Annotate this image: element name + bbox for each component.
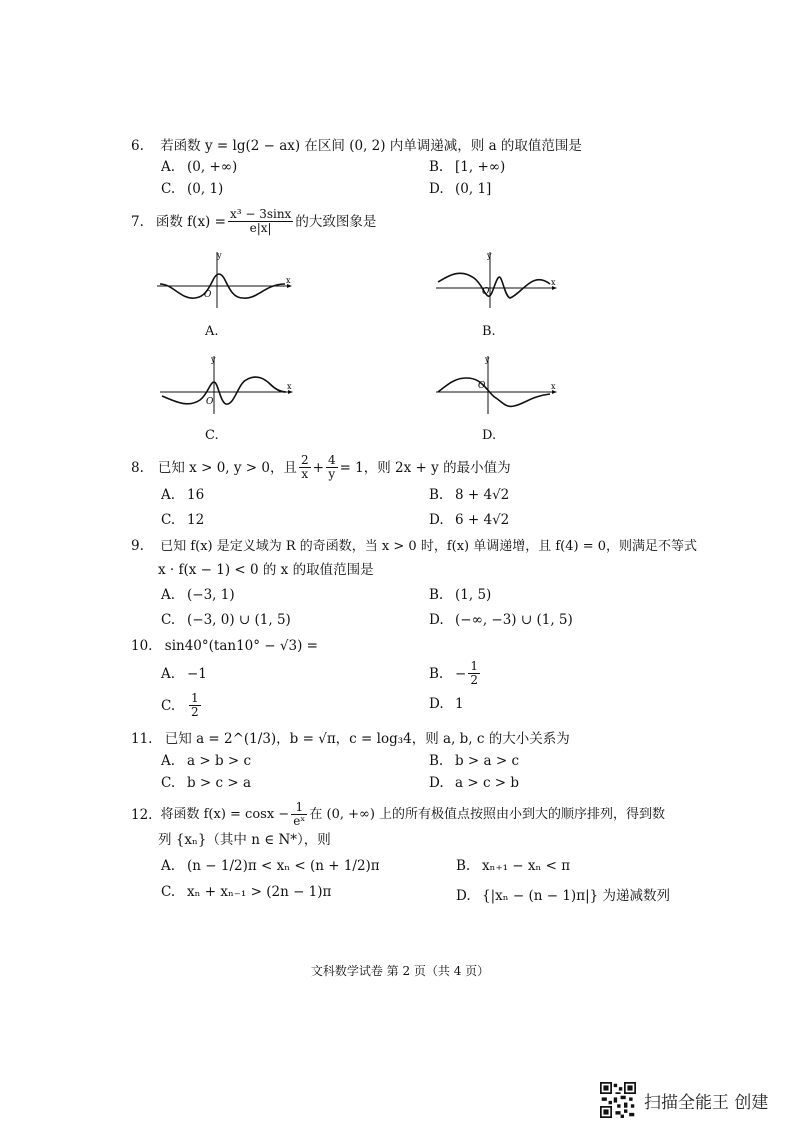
watermark-text: 扫描全能王 创建 [644, 1092, 769, 1113]
q6-number: 6. [131, 138, 144, 154]
q11-option-d: D. a > c > b [429, 775, 520, 791]
graph-d-origin: O [478, 381, 486, 391]
q11-option-a: A. a > b > c [161, 753, 252, 769]
q6-option-c: C. (0, 1) [161, 181, 224, 197]
graph-b-y-label: y [487, 251, 492, 260]
graph-a-label: A. [205, 324, 219, 339]
q8-option-c: C. 12 [161, 512, 205, 528]
q6-stem [131, 137, 582, 155]
q6-option-d: D. (0, 1] [429, 181, 492, 197]
q11-option-b: B. b > a > c [429, 753, 520, 769]
q10-option-c: C. $\frac{1}{2}$ [161, 691, 199, 719]
q7-number: 7. [131, 213, 144, 230]
q12-stem: 12. 将函数 f(x) = cosx − $\frac{1}{\text{eˣ}}$ 在 (0, +∞) 上的所有极值点按照由小到大的顺序排列，得到数 [131, 800, 666, 828]
graph-b-curve [438, 273, 550, 298]
graph-c-x-label: x [287, 382, 292, 391]
graph-a [155, 248, 295, 310]
graph-a-x-label: x [286, 276, 291, 285]
q9-option-a: A. (−3, 1) [161, 587, 235, 603]
q9-number: 9. [131, 538, 144, 554]
q6-text: 若函数 y = lg(2 − ax) 在区间 (0, 2) 内单调递减，则 a 的取值范围是 [160, 138, 582, 154]
q6-option-a: A. (0, +∞) [161, 159, 238, 175]
graph-c-origin: O [206, 397, 214, 407]
graph-d [432, 352, 562, 416]
q10-number: 10. [131, 638, 153, 654]
q12-fraction: $\frac{1}{\text{eˣ}}$ [293, 800, 306, 828]
graph-a-y-label: y [217, 251, 222, 260]
q8-fraction-2: $\frac{4}{y}$ [327, 453, 336, 481]
graph-c-curve [162, 377, 286, 404]
q9-stem-line2: x · f(x − 1) < 0 的 x 的取值范围是 [158, 562, 374, 578]
q10-option-b: B. − $\frac{1}{2}$ [429, 659, 478, 687]
q12-stem-line2: 列 {xₙ}（其中 n ∈ N*），则 [158, 832, 331, 848]
q12-number: 12. [131, 806, 153, 823]
page-footer: 文科数学试卷 第 2 页（共 4 页） [310, 964, 490, 978]
graph-a-origin: O [204, 290, 212, 300]
q8-stem: 8. 已知 x > 0, y > 0，且 $\frac{2}{x}$ + $\frac{4}{y}$ = 1，则 2x + y 的最小值为 [131, 453, 511, 481]
graph-d-label: D. [482, 428, 497, 443]
q8-option-d: D. 6 + 4√2 [429, 512, 510, 528]
q7-stem: 7. 函数 f(x) = $\frac{\text{x³ − 3sinx}}{e|x|}$ 的大致图象是 [131, 207, 377, 235]
q11-number: 11. [131, 731, 153, 747]
q9-option-b: B. (1, 5) [429, 587, 492, 603]
graph-d-x-label: x [551, 382, 556, 391]
graph-b-x-label: x [551, 278, 556, 287]
graph-d-y-label: y [485, 355, 490, 364]
q8-number: 8. [131, 459, 144, 476]
q9-option-d: D. (−∞, −3) ∪ (1, 5) [429, 612, 573, 628]
q9-option-c: C. (−3, 0) ∪ (1, 5) [161, 612, 291, 628]
graph-b [432, 248, 562, 310]
q10-option-d: D. 1 [429, 696, 464, 712]
graph-c [158, 352, 298, 416]
q9-stem-line1: 9. 已知 f(x) 是定义域为 R 的奇函数，当 x > 0 时，f(x) 单调递增，且 f(4) = 0，则满足不等式 [131, 538, 698, 554]
q10-option-a: A. −1 [161, 666, 207, 682]
q12-option-b: B. xₙ₊₁ − xₙ < π [456, 858, 571, 874]
q8-fraction-1: $\frac{2}{x}$ [300, 453, 309, 481]
q12-option-d: D. {|xₙ − (n − 1)π|} 为递减数列 [456, 888, 670, 904]
q8-option-b: B. 8 + 4√2 [429, 487, 510, 503]
q11-option-c: C. b > c > a [161, 775, 252, 791]
graph-b-origin: O [482, 287, 490, 297]
qr-code-icon [600, 1082, 636, 1118]
graph-c-label: C. [205, 428, 219, 443]
graph-b-label: B. [482, 324, 496, 339]
q7-fraction: $\frac{\text{x³ − 3sinx}}{e|x|}$ [229, 207, 292, 235]
q12-option-a: A. (n − 1/2)π < xₙ < (n + 1/2)π [161, 858, 380, 874]
graph-c-y-label: y [211, 355, 216, 364]
q6-option-b: B. [1, +∞) [429, 159, 506, 175]
q11-stem: 11. 已知 a = 2^(1/3)，b = √π，c = log₃4，则 a, b, c 的大小关系为 [131, 731, 570, 747]
q10-stem: 10. sin40°(tan10° − √3) = [131, 638, 318, 654]
q8-option-a: A. 16 [161, 487, 205, 503]
scanner-watermark [600, 1082, 768, 1118]
q12-option-c: C. xₙ + xₙ₋₁ > (2n − 1)π [161, 884, 332, 900]
